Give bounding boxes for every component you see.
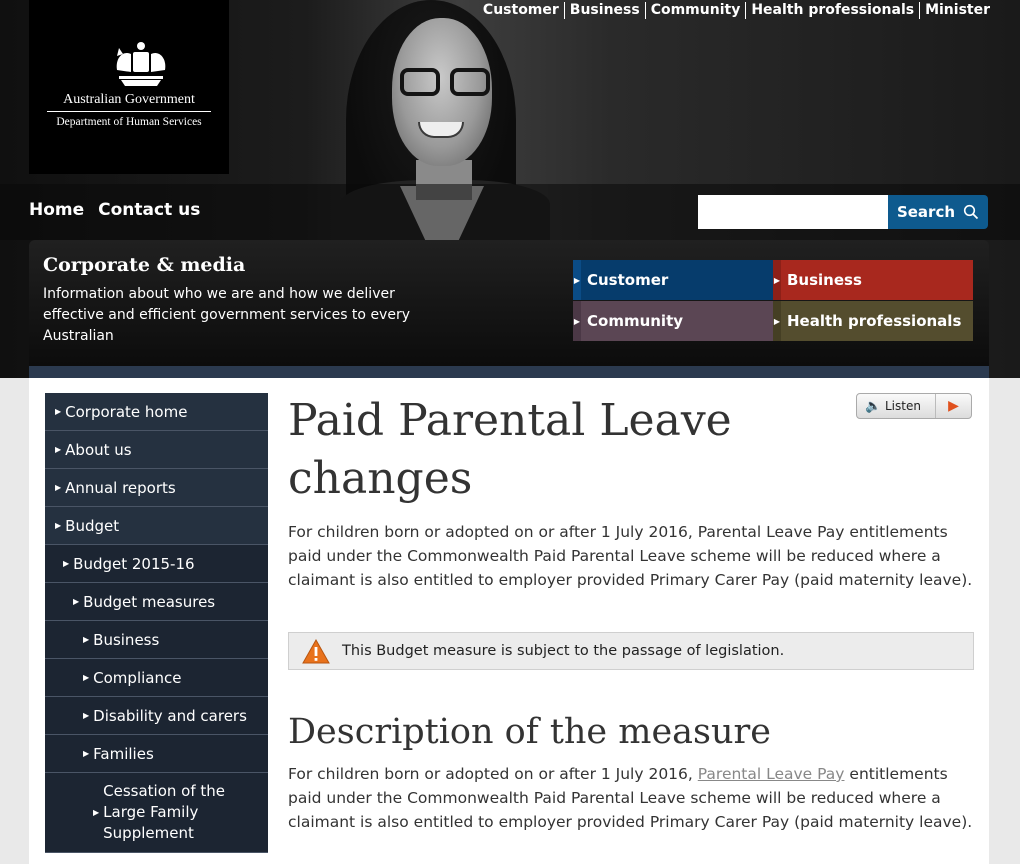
arrow-right-icon: ▶ — [63, 559, 70, 568]
audience-link-health-professionals[interactable]: Health professionals — [746, 2, 920, 19]
sidebar-item-disability-and-carers[interactable]: ▶ Disability and carers — [45, 697, 268, 735]
audience-button-business[interactable] — [773, 260, 973, 300]
section-description: Information about who we are and how we deliver effective and efficient government services to every Australian — [43, 286, 410, 344]
arrow-right-icon: ▶ — [55, 521, 62, 530]
parental-leave-pay-link[interactable]: Parental Leave Pay — [697, 765, 845, 783]
audience-button-label: Community — [587, 312, 684, 330]
description-paragraph: For children born or adopted on or after 1 July 2016, Parental Leave Pay entitlements paid under the Commonwealth Paid Parental Leave scheme will be reduced where a claimant is also entitled to employer provided Primary Carer Pay (paid maternity leave). — [288, 765, 973, 831]
audience-links — [478, 2, 990, 19]
audience-button-customer[interactable] — [573, 260, 773, 300]
legislation-notice — [288, 632, 974, 670]
arrow-right-icon: ▶ — [83, 749, 90, 758]
logo-line-1: Australian Government — [63, 92, 195, 107]
content-area — [29, 378, 989, 864]
audience-button-health-professionals[interactable] — [773, 301, 973, 341]
audience-link-minister[interactable]: Minister — [925, 2, 990, 18]
corporate-banner — [29, 240, 989, 366]
warning-icon — [302, 639, 330, 664]
arrow-right-icon: ▶ — [83, 711, 90, 720]
arrow-right-icon: ▶ — [93, 808, 100, 817]
audience-link-community[interactable]: Community — [646, 2, 747, 19]
sidebar-item-cessation-large-family-supplement[interactable]: ▶ Cessation of the Large Family Supplement — [45, 773, 268, 853]
search-input[interactable] — [698, 195, 888, 229]
main-nav — [29, 200, 200, 220]
sidebar-item-budget-measures[interactable]: ▶ Budget measures — [45, 583, 268, 621]
listen-button[interactable] — [856, 393, 972, 419]
arrow-right-icon: ▶ — [83, 673, 90, 682]
site-header — [0, 0, 1020, 378]
sidebar-item-budget-2015-16[interactable]: ▶ Budget 2015-16 — [45, 545, 268, 583]
listen-label: Listen — [885, 399, 921, 413]
page-title: Paid Parental Leave changes — [288, 395, 732, 504]
government-logo[interactable] — [29, 0, 229, 174]
audience-button-label: Customer — [587, 271, 669, 289]
side-navigation — [45, 393, 268, 853]
arrow-right-icon: ▶ — [73, 597, 80, 606]
speaker-icon: 🔈 — [865, 398, 882, 414]
arrow-right-icon: ▶ — [773, 301, 781, 341]
sidebar-item-about-us[interactable]: ▶ About us — [45, 431, 268, 469]
coat-of-arms-icon — [113, 40, 169, 90]
audience-button-label: Health professionals — [787, 312, 962, 330]
nav-contact-us[interactable]: Contact us — [98, 200, 201, 220]
arrow-right-icon: ▶ — [83, 635, 90, 644]
play-icon: ▶ — [935, 394, 971, 418]
nav-home[interactable]: Home — [29, 200, 85, 220]
arrow-right-icon: ▶ — [55, 483, 62, 492]
content-top-edge — [29, 366, 989, 378]
arrow-right-icon: ▶ — [55, 445, 62, 454]
search-button[interactable] — [888, 195, 988, 229]
sidebar-item-families[interactable]: ▶ Families — [45, 735, 268, 773]
sidebar-item-budget[interactable]: ▶ Budget — [45, 507, 268, 545]
sidebar-item-compliance[interactable]: ▶ Compliance — [45, 659, 268, 697]
sidebar-item-business[interactable]: ▶ Business — [45, 621, 268, 659]
section-heading: Description of the measure — [288, 712, 771, 752]
audience-link-customer[interactable]: Customer — [478, 2, 565, 19]
sidebar-item-corporate-home[interactable]: ▶ Corporate home — [45, 393, 268, 431]
audience-link-business[interactable]: Business — [565, 2, 646, 19]
arrow-right-icon: ▶ — [573, 260, 581, 300]
notice-text: This Budget measure is subject to the passage of legislation. — [342, 643, 785, 659]
logo-line-2: Department of Human Services — [56, 116, 202, 128]
audience-button-community[interactable] — [573, 301, 773, 341]
logo-divider — [47, 111, 211, 112]
sidebar-item-annual-reports[interactable]: ▶ Annual reports — [45, 469, 268, 507]
arrow-right-icon: ▶ — [573, 301, 581, 341]
audience-button-label: Business — [787, 271, 862, 289]
search-icon — [963, 204, 979, 220]
intro-paragraph: For children born or adopted on or after 1 July 2016, Parental Leave Pay entitlements paid under the Commonwealth Paid Parental Leave scheme will be reduced where a claimant is also entitled to employer provided Primary Carer Pay (paid maternity leave). — [288, 523, 973, 589]
arrow-right-icon: ▶ — [55, 407, 62, 416]
search-button-label: Search — [896, 203, 956, 221]
section-title: Corporate & media — [43, 254, 246, 276]
arrow-right-icon: ▶ — [773, 260, 781, 300]
